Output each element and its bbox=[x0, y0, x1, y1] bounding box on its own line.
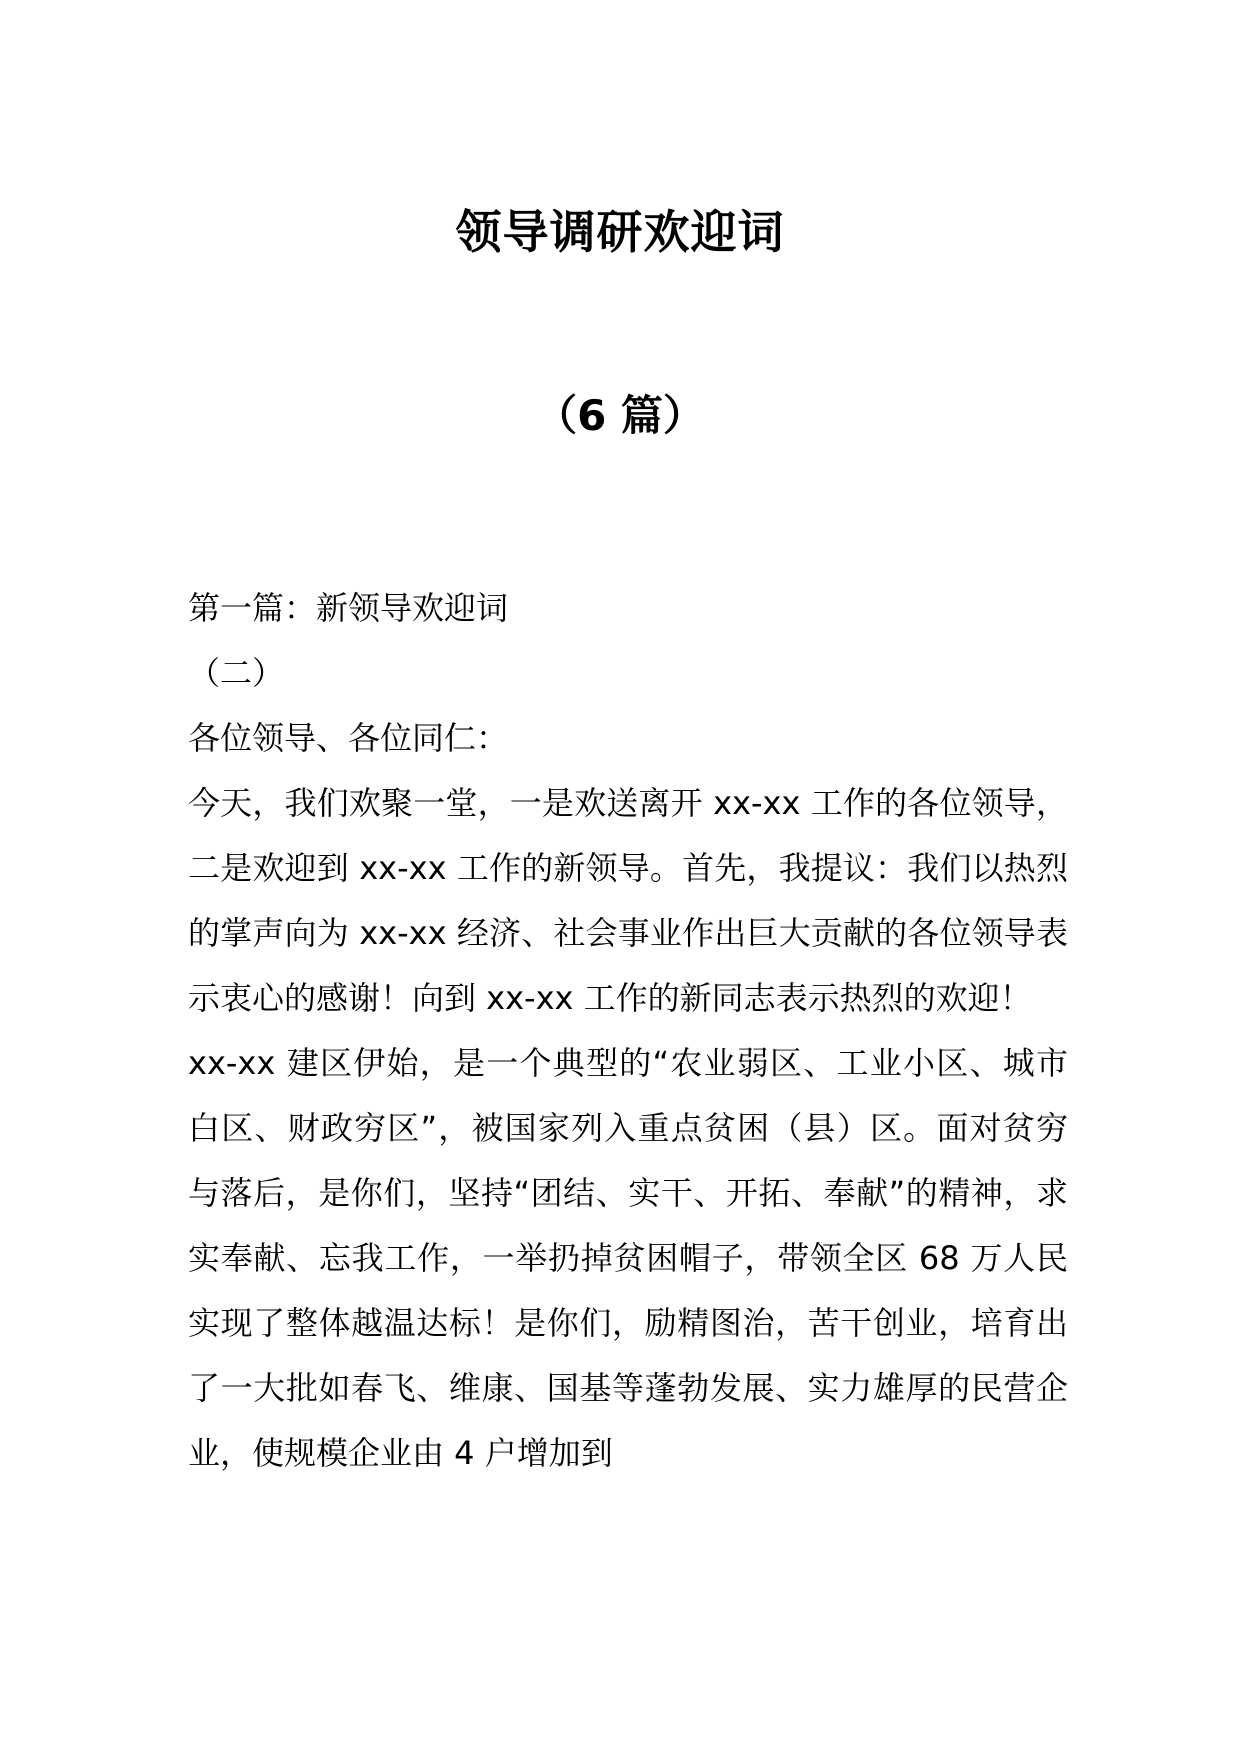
body-paragraph-2: xx-xx 建区伊始，是一个典型的“农业弱区、工业小区、城市白区、财政穷区”，被国家列入重点贫困（县）区。面对贫穷与落后，是你们，坚持“团结、实干、开拓、奉献”的精神，求实奉献、忘我工作，一举扔掉贫困帽子，带领全区 68 万人民实现了整体越温达标！是你们，励精图治，苦干创业，培育出了一大批如春飞、维康、国基等蓬勃发展、实力雄厚的民营企业，使规模企业由 4 户增加到 bbox=[188, 1044, 1068, 1472]
section-heading: 第一篇：新领导欢迎词 bbox=[188, 589, 509, 627]
document-title: 领导调研欢迎词 bbox=[455, 205, 785, 259]
sub-heading: （二） bbox=[188, 654, 285, 692]
document-subtitle: （6 篇） bbox=[535, 391, 705, 440]
salutation: 各位领导、各位同仁： bbox=[188, 719, 509, 757]
body-paragraph-1: 今天，我们欢聚一堂，一是欢送离开 xx-xx 工作的各位领导，二是欢迎到 xx-xx 工作的新领导。首先，我提议：我们以热烈的掌声向为 xx-xx 经济、社会事业作出巨大贡献的各位领导表示衷心的感谢！向到 xx-xx 工作的新同志表示热烈的欢迎！ bbox=[188, 784, 1068, 1017]
document-body bbox=[188, 576, 1068, 1486]
